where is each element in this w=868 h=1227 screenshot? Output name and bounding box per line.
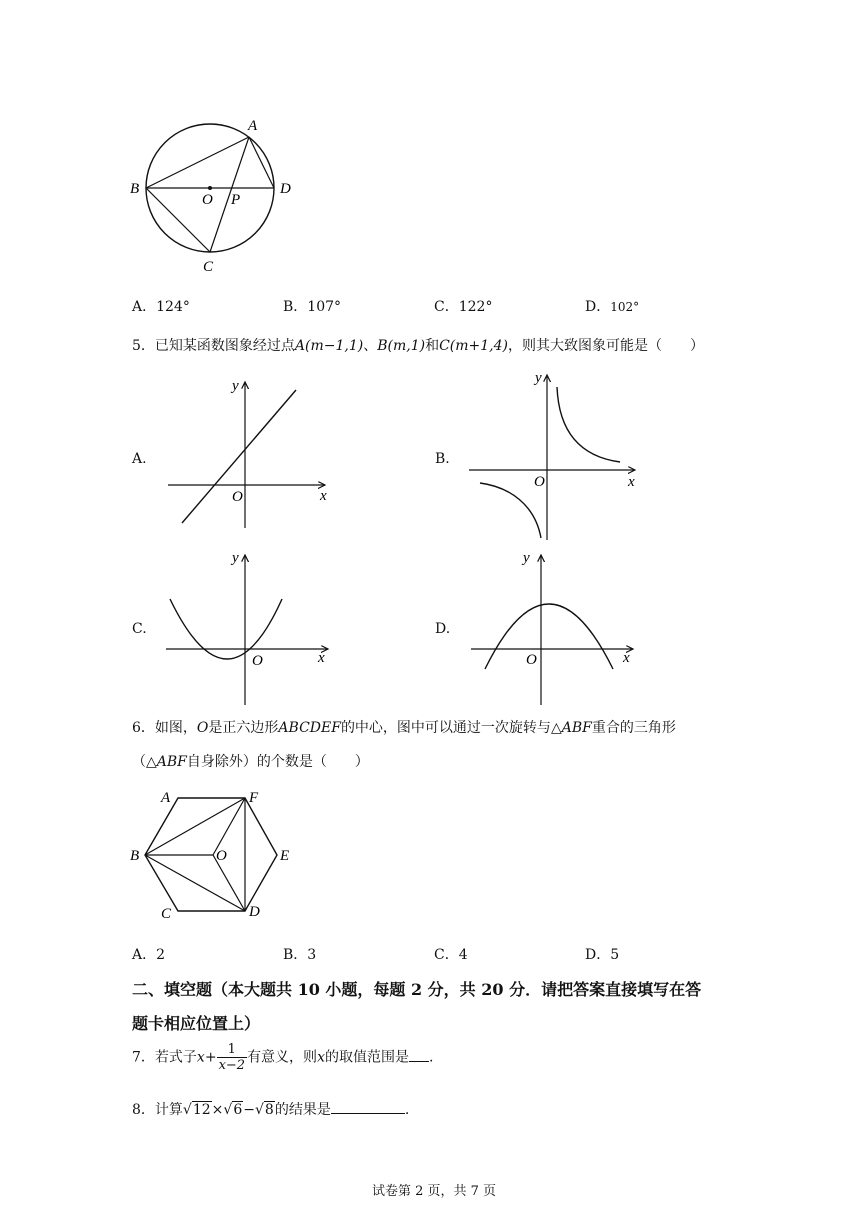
q5d-origin-label: O — [526, 652, 537, 668]
q5-graph-a — [160, 370, 340, 530]
q5-option-a-label[interactable]: A. — [132, 451, 147, 467]
q4-option-a[interactable]: A．124° — [132, 299, 190, 315]
q5a-y-label: y — [232, 378, 239, 394]
q6-label-o: O — [216, 848, 227, 864]
section2-heading-line2: 题卡相应位置上） — [132, 1014, 261, 1033]
section2-heading-line1: 二、填空题（本大题共 10 小题，每题 2 分，共 20 分．请把答案直接填写在答 — [132, 980, 702, 999]
q4-option-c[interactable]: C．122° — [434, 299, 493, 315]
q4-label-a: A — [248, 118, 258, 134]
q6-label-e: E — [280, 848, 290, 864]
q4-label-c: C — [203, 259, 214, 275]
q4-label-d: D — [280, 181, 291, 197]
q7-fraction: $\frac{1}{x-2}$ — [218, 1042, 246, 1073]
q6-stem-line1: 6．如图，O是正六边形ABCDEF的中心，图中可以通过一次旋转与△ABF重合的三角形 — [132, 720, 676, 736]
q8-answer-blank[interactable] — [331, 1101, 405, 1114]
q6-option-a[interactable]: A．2 — [132, 947, 166, 963]
q5c-origin-label: O — [252, 653, 263, 669]
q5c-y-label: y — [232, 550, 239, 566]
q6-stem-line2: （△ABF自身除外）的个数是（ ） — [132, 754, 369, 770]
q5c-x-label: x — [318, 650, 325, 666]
q5a-x-label: x — [320, 488, 327, 504]
q6-label-f: F — [249, 790, 259, 806]
q6-option-d[interactable]: D．5 — [585, 947, 620, 963]
q5a-origin-label: O — [232, 489, 243, 505]
q5b-origin-label: O — [534, 474, 545, 490]
q7-answer-blank[interactable] — [409, 1049, 429, 1062]
q8-stem: 8．计算√12×√6−√8的结果是 . — [132, 1102, 410, 1118]
q5-option-c-label[interactable]: C. — [132, 621, 147, 637]
q5-graph-b — [465, 365, 645, 540]
q7-stem: 7．若式子x+ $\frac{1}{x-2}$ 有意义，则x的取值范围是 . — [132, 1042, 434, 1073]
q4-option-d[interactable]: D．102° — [585, 299, 640, 315]
q4-label-p: P — [231, 192, 241, 208]
q6-label-c: C — [161, 906, 172, 922]
q5-option-d-label[interactable]: D. — [435, 621, 451, 637]
q5-option-b-label[interactable]: B. — [435, 451, 450, 467]
q5d-y-label: y — [523, 550, 530, 566]
q4-label-b: B — [130, 181, 140, 197]
q6-label-b: B — [130, 848, 140, 864]
q5-graph-d — [465, 545, 645, 705]
q6-option-c[interactable]: C．4 — [434, 947, 468, 963]
q5d-x-label: x — [623, 650, 630, 666]
q5-stem: 5．已知某函数图象经过点A(m−1,1)、B(m,1)和C(m+1,4)，则其大致图象可能是（ ） — [132, 338, 704, 354]
q4-label-o: O — [202, 192, 213, 208]
q5b-x-label: x — [628, 474, 635, 490]
page-footer: 试卷第 2 页，共 7 页 — [371, 1184, 497, 1199]
q4-option-b[interactable]: B．107° — [283, 299, 342, 315]
q6-label-d: D — [249, 904, 260, 920]
q6-label-a: A — [161, 790, 171, 806]
q5-graph-c — [160, 545, 340, 705]
q6-hexagon-figure — [125, 782, 305, 927]
q4-circle-figure — [120, 110, 320, 280]
q5b-y-label: y — [535, 370, 542, 386]
q6-option-b[interactable]: B．3 — [283, 947, 317, 963]
